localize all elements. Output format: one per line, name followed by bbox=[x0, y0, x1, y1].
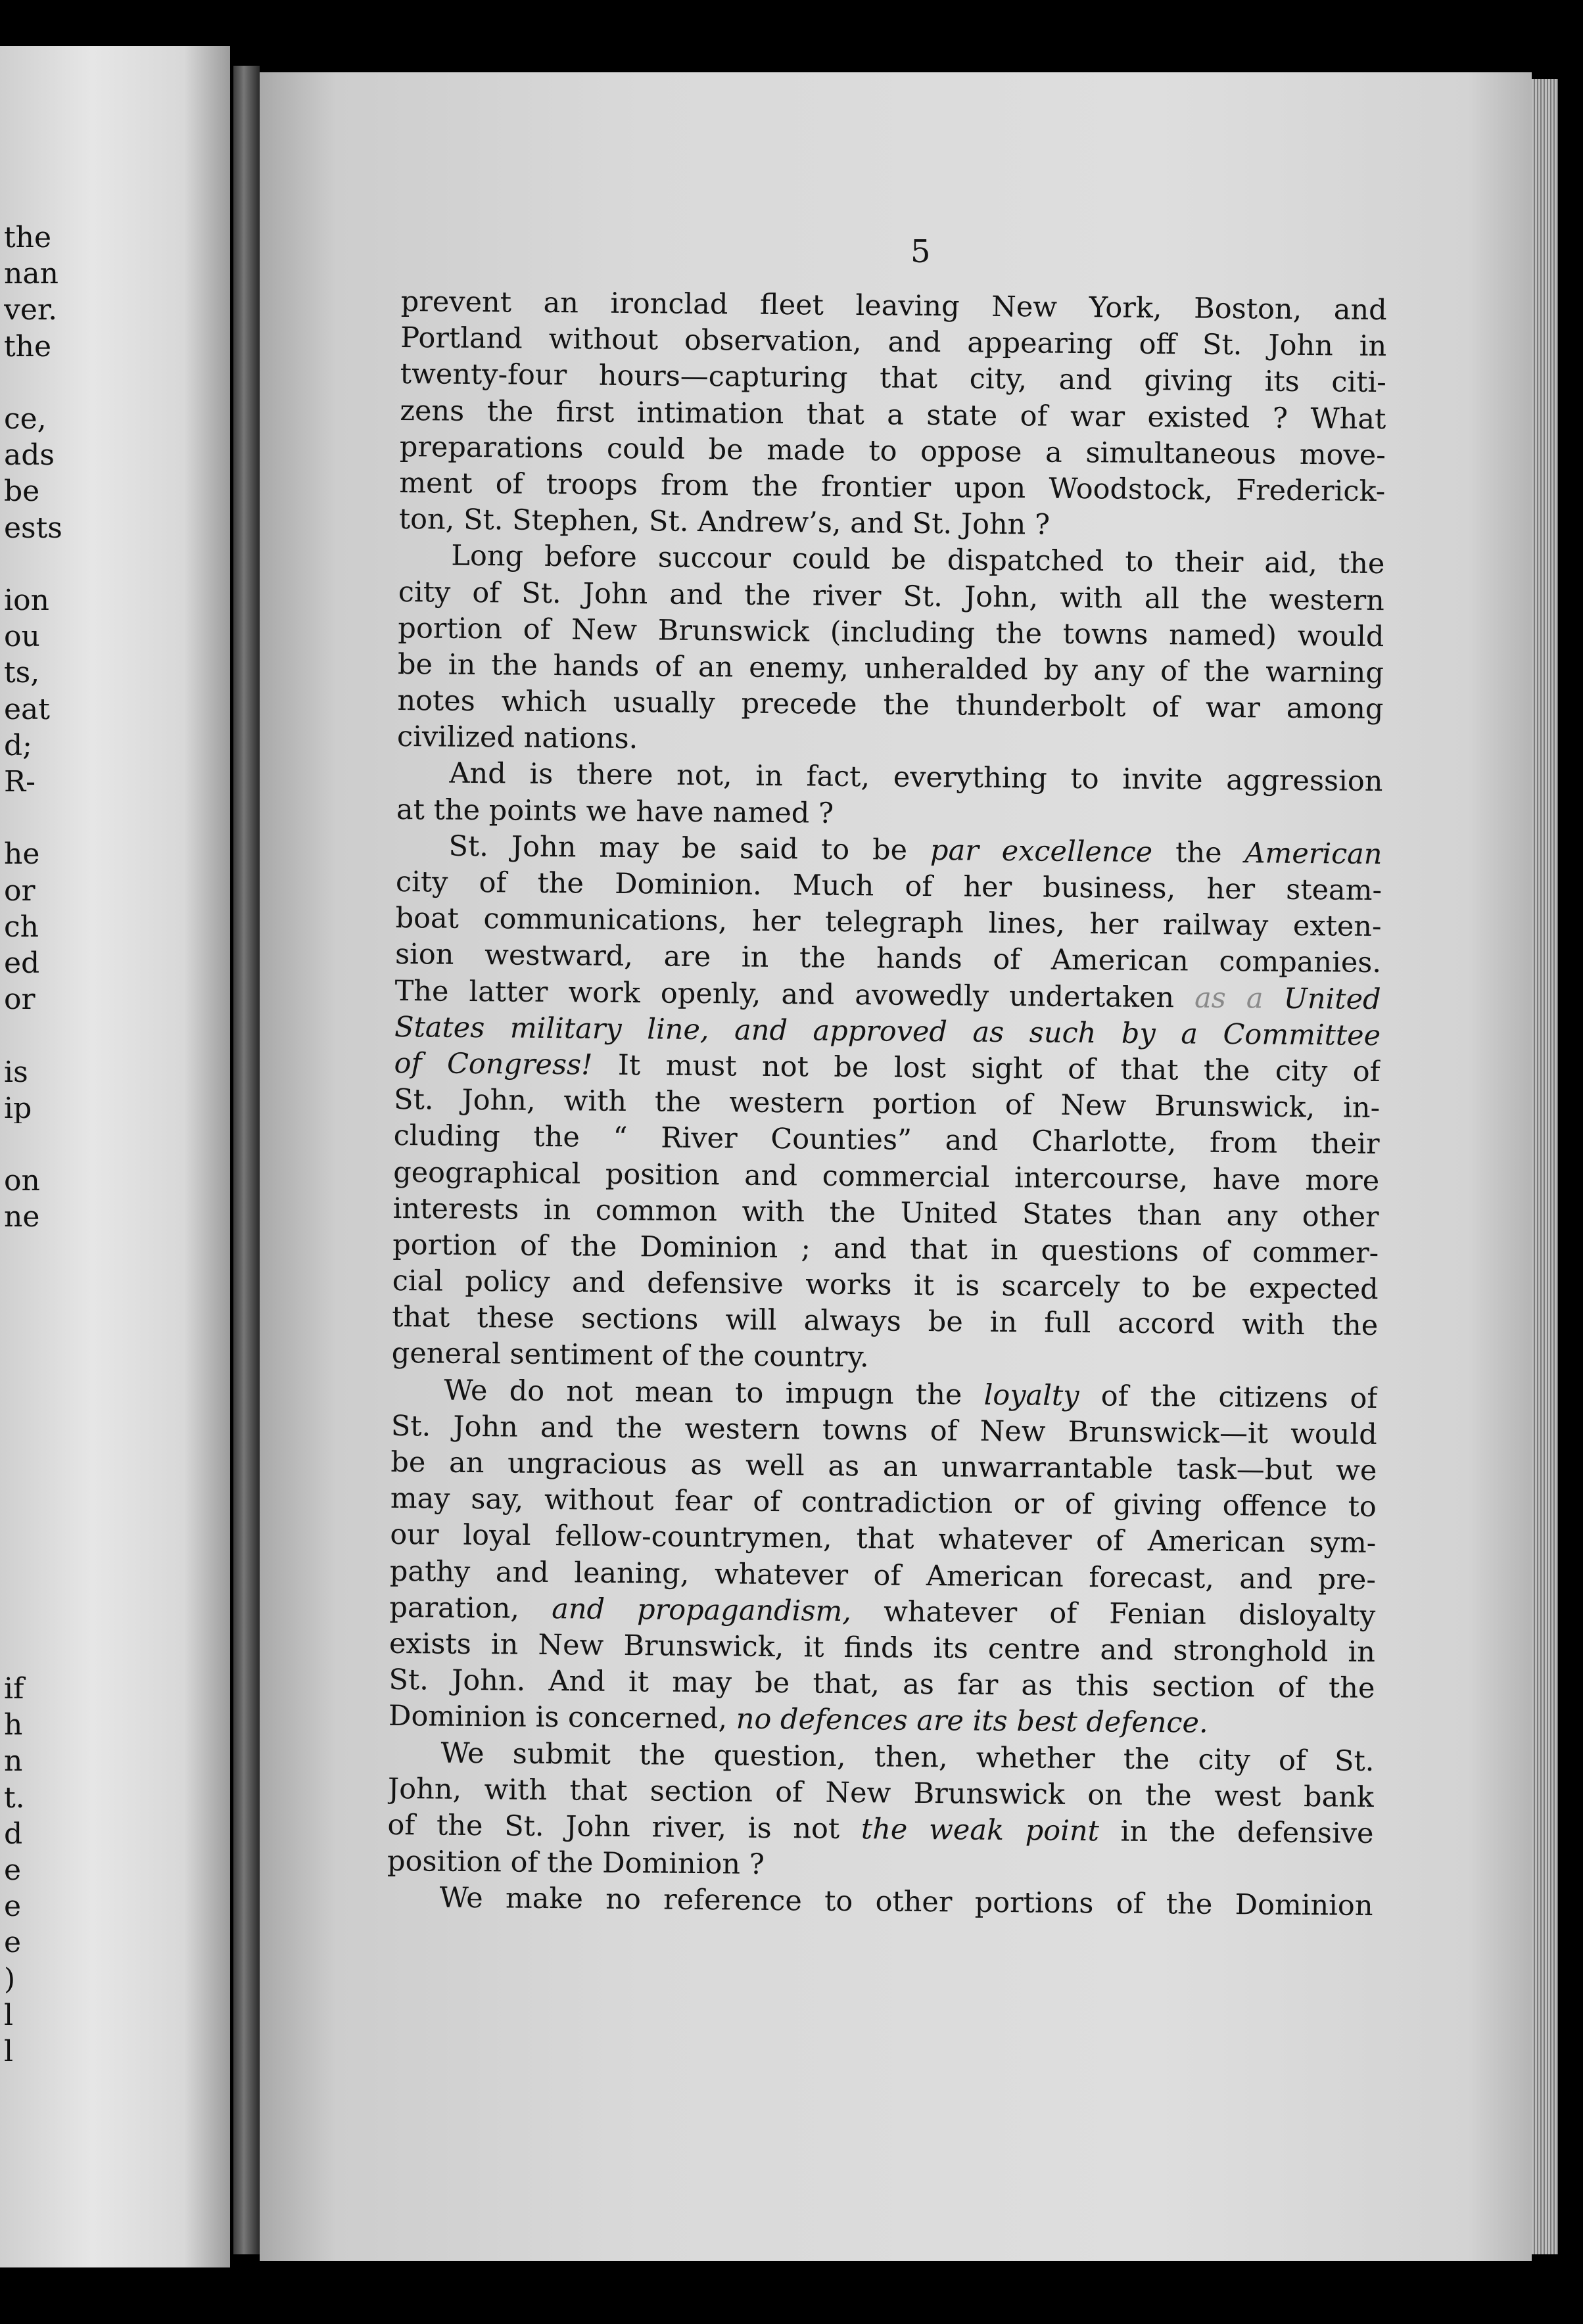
text-segment bbox=[1263, 982, 1283, 1015]
text-segment: may say, without fear of contradiction or of giving offence to bbox=[390, 1482, 1377, 1524]
left-page-fragment: or bbox=[4, 985, 35, 1015]
italic-text: United bbox=[1283, 982, 1381, 1016]
italic-text: no defences are its best defence. bbox=[736, 1702, 1208, 1740]
italic-text: as a bbox=[1194, 981, 1264, 1015]
left-page-fragment: t. bbox=[4, 1783, 25, 1813]
italic-text: and propagandism, bbox=[551, 1592, 852, 1628]
text-segment: zens the first intimation that a state of war existed ? What bbox=[400, 394, 1386, 436]
left-page-fragment: d bbox=[4, 1819, 23, 1849]
left-page-fragment: ch bbox=[4, 912, 39, 942]
left-page-fragment: ) bbox=[4, 1964, 16, 1994]
text-segment: portion of New Brunswick (including the towns named) would bbox=[398, 611, 1384, 653]
text-segment: paration, bbox=[389, 1591, 552, 1625]
page-edges bbox=[1532, 79, 1558, 2254]
text-segment: boat communications, her telegraph lines, her railway exten- bbox=[395, 902, 1382, 944]
text-segment: ment of troops from the frontier upon Woodstock, Frederick- bbox=[399, 466, 1386, 509]
left-page-fragment: ver. bbox=[4, 296, 58, 325]
text-segment: St. John, with the western portion of New Brunswick, in- bbox=[393, 1083, 1381, 1125]
left-page-fragment: be bbox=[4, 477, 40, 507]
text-segment: Long before succour could be dispatched to their aid, the bbox=[451, 539, 1385, 581]
text-segment: St. John may be said to be bbox=[448, 829, 931, 867]
text-segment: And is there not, in fact, everything to invite aggression bbox=[449, 757, 1383, 799]
italic-text: American bbox=[1244, 837, 1382, 871]
left-page-fragment: on bbox=[4, 1167, 40, 1196]
text-segment: whatever of Fenian disloyalty bbox=[851, 1594, 1376, 1633]
left-page-fragment: is bbox=[4, 1057, 28, 1087]
left-page-fragment: e bbox=[4, 1892, 22, 1922]
left-page-fragment: ion bbox=[4, 586, 49, 615]
text-segment: our loyal fellow-countrymen, that whatever of American sym- bbox=[390, 1518, 1377, 1560]
left-page-fragment: the bbox=[4, 223, 52, 252]
italic-text: par excellence bbox=[930, 833, 1153, 869]
text-segment: of the citizens of bbox=[1079, 1379, 1378, 1415]
italic-text: States military line, and approved as such by a Committee bbox=[394, 1010, 1381, 1052]
text-segment: It must not be lost sight of that the city of bbox=[592, 1048, 1381, 1088]
text-segment: at the points we have named ? bbox=[396, 793, 834, 830]
text-segment: St. John and the western towns of New Brunswick—it would bbox=[390, 1409, 1377, 1451]
body-text bbox=[387, 284, 1387, 1924]
text-segment: prevent an ironclad fleet leaving New York, Boston, and bbox=[400, 285, 1387, 327]
text-segment: The latter work openly, and avowedly undertaken bbox=[394, 974, 1195, 1015]
text-segment: Dominion is concerned, bbox=[388, 1700, 737, 1736]
left-page-fragment: the bbox=[4, 332, 52, 361]
left-page-fragment: he bbox=[4, 840, 40, 870]
text-segment: in the defensive bbox=[1099, 1815, 1374, 1850]
text-segment: cluding the “ River Counties” and Charlotte, from their bbox=[393, 1119, 1380, 1161]
text-segment: We make no reference to other portions of the Dominion bbox=[439, 1881, 1373, 1923]
text-segment: portion of the Dominion ; and that in questions of commer- bbox=[392, 1228, 1379, 1270]
book-gutter bbox=[233, 66, 260, 2254]
text-segment: be an ungracious as well as an unwarrantable task—but we bbox=[390, 1445, 1377, 1488]
text-segment: interests in common with the United States than any other bbox=[392, 1192, 1379, 1234]
text-segment: twenty-four hours—capturing that city, and giving its citi- bbox=[400, 358, 1386, 400]
page-number: 5 bbox=[910, 233, 931, 270]
text-segment: John, with that section of New Brunswick on the west bank bbox=[387, 1772, 1375, 1814]
left-facing-page bbox=[0, 46, 230, 2267]
left-page-fragment: d; bbox=[4, 731, 32, 760]
left-page-fragment: nan bbox=[4, 260, 59, 289]
left-page-fragment: e bbox=[4, 1856, 22, 1885]
left-page-fragment: R- bbox=[4, 768, 35, 797]
text-segment: be in the hands of an enemy, unheralded by any of the warning bbox=[397, 647, 1384, 689]
text-segment: civilized nations. bbox=[396, 720, 638, 756]
italic-text: the weak point bbox=[861, 1813, 1100, 1848]
left-page-fragment: ed bbox=[4, 949, 40, 978]
text-segment: exists in New Brunswick, it finds its centre and stronghold in bbox=[389, 1627, 1376, 1669]
text-segment: general sentiment of the country. bbox=[391, 1337, 869, 1374]
text-segment: preparations could be made to oppose a simultaneous move- bbox=[399, 430, 1386, 472]
text-segment: pathy and leaning, whatever of American forecast, and pre- bbox=[389, 1554, 1377, 1596]
text-segment: position of the Dominion ? bbox=[387, 1844, 765, 1881]
text-segment: of the St. John river, is not bbox=[387, 1808, 862, 1846]
left-page-fragment: e bbox=[4, 1928, 22, 1958]
text-segment: city of St. John and the river St. John, with all the western bbox=[398, 575, 1385, 617]
text-segment: city of the Dominion. Much of her business, her steam- bbox=[395, 865, 1382, 908]
italic-text: of Congress! bbox=[394, 1046, 593, 1082]
text-segment: notes which usually precede the thunderbolt of war among bbox=[397, 684, 1384, 726]
left-page-fragment: ip bbox=[4, 1094, 32, 1123]
left-page-fragment: ts, bbox=[4, 659, 40, 688]
text-segment: cial policy and defensive works it is scarcely to be expected bbox=[392, 1265, 1379, 1307]
left-page-fragment: ce, bbox=[4, 405, 47, 434]
left-page-fragment: eat bbox=[4, 695, 50, 724]
left-page-fragment: l bbox=[4, 2037, 14, 2066]
left-page-fragment: ne bbox=[4, 1203, 40, 1232]
left-page-fragment: ou bbox=[4, 622, 40, 652]
text-segment: We submit the question, then, whether the city of St. bbox=[440, 1736, 1375, 1778]
left-page-fragment: if bbox=[4, 1675, 24, 1704]
left-page-fragment: n bbox=[4, 1747, 23, 1777]
text-segment: ton, St. Stephen, St. Andrew’s, and St. John ? bbox=[398, 503, 1051, 542]
text-segment: sion westward, are in the hands of American companies. bbox=[394, 938, 1382, 980]
text-segment: that these sections will always be in full accord with the bbox=[392, 1301, 1379, 1343]
text-segment: Portland without observation, and appearing off St. John in bbox=[400, 321, 1387, 363]
text-segment: the bbox=[1152, 835, 1245, 870]
text-segment: We do not mean to impugn the bbox=[444, 1374, 984, 1412]
left-page-fragment: l bbox=[4, 2001, 14, 2030]
italic-text: loyalty bbox=[983, 1378, 1079, 1412]
left-page-fragment: ests bbox=[4, 513, 62, 543]
left-page-fragment: ads bbox=[4, 441, 55, 471]
text-segment: St. John. And it may be that, as far as this section of the bbox=[389, 1663, 1375, 1706]
left-page-fragment: h bbox=[4, 1711, 23, 1740]
left-page-fragment: or bbox=[4, 876, 35, 906]
text-segment: geographical position and commercial intercourse, have more bbox=[392, 1155, 1380, 1197]
